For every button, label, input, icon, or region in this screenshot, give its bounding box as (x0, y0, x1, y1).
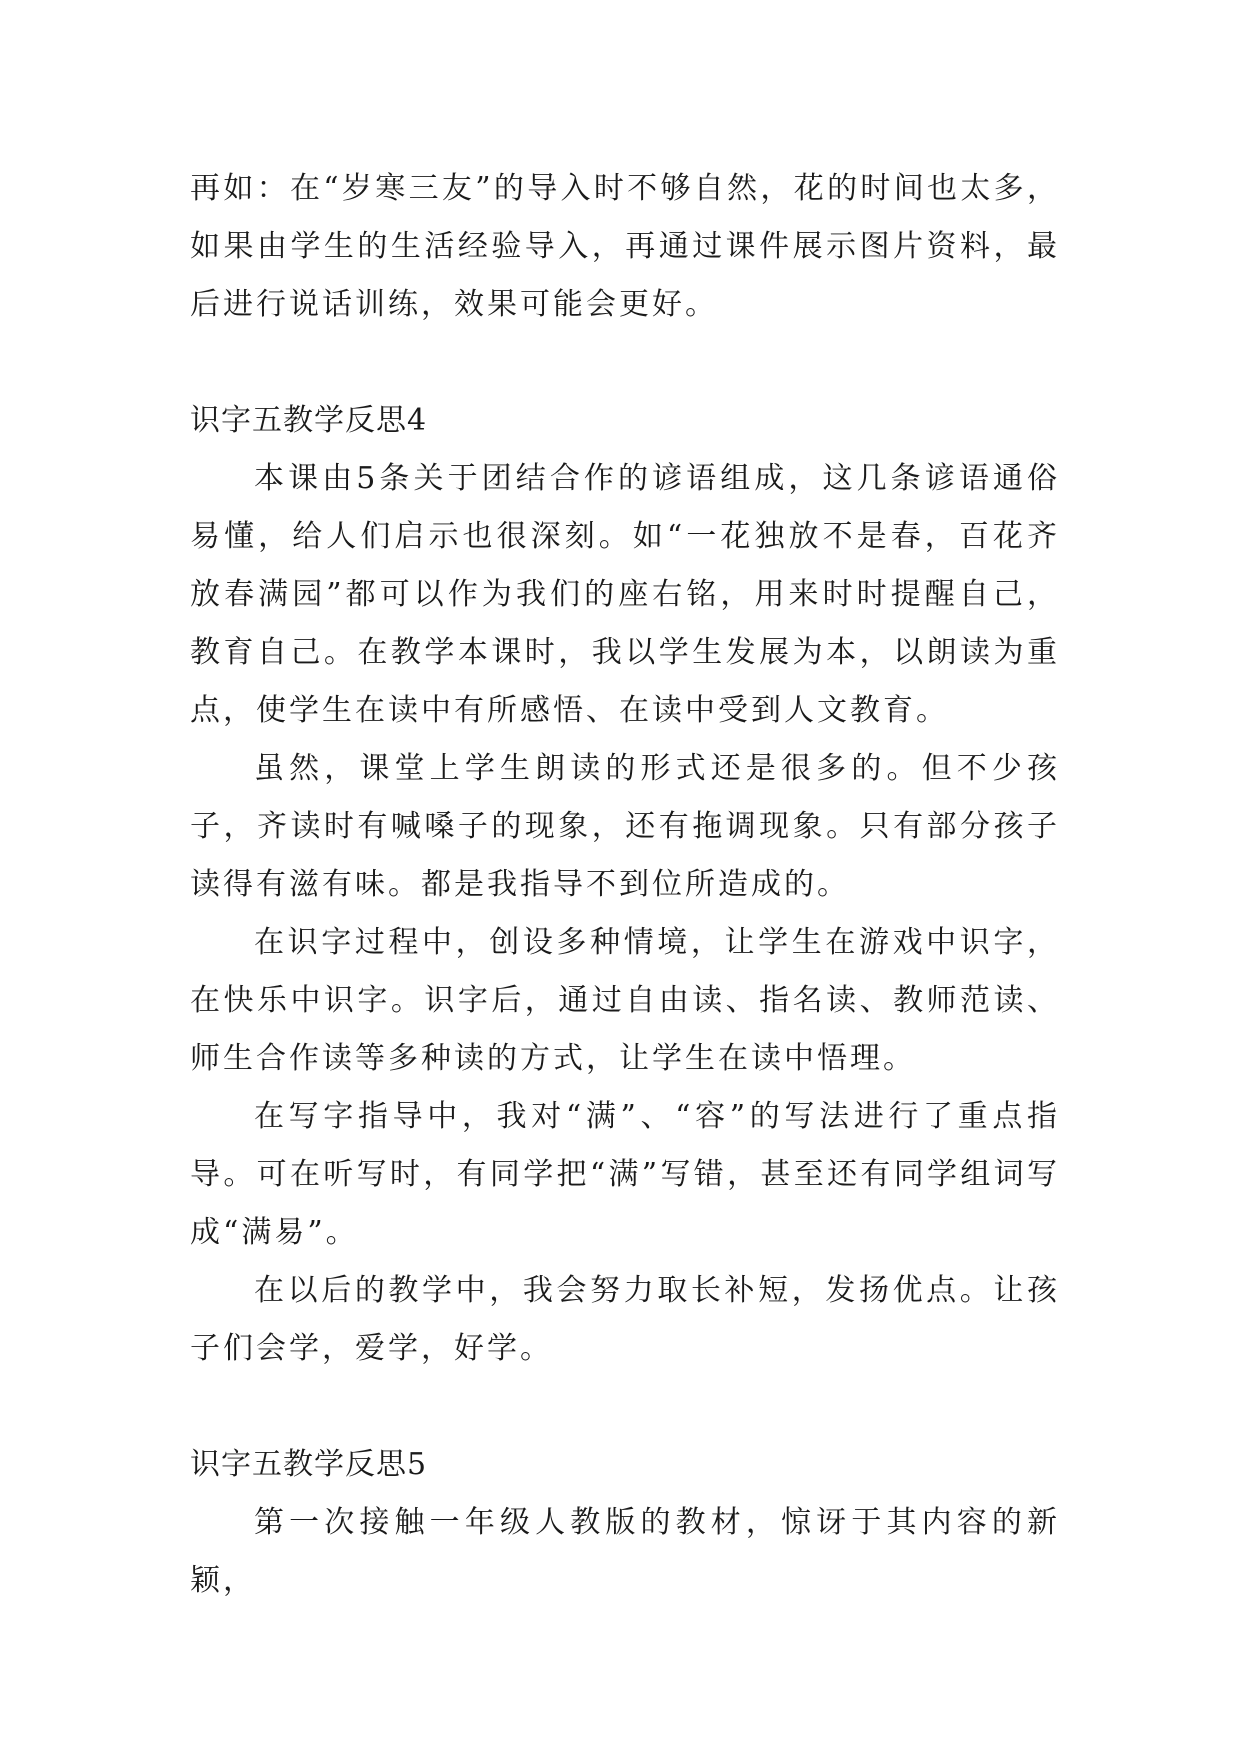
section-heading: 识字五教学反思5 (190, 1447, 428, 1482)
paragraph: 在写字指导中，我对“满”、“容”的写法进行了重点指导。可在听写时，有同学把“满”写错，甚至还有同学组词写成“满易”。 (190, 1099, 1060, 1250)
paragraph: 虽然，课堂上学生朗读的形式还是很多的。但不少孩子，齐读时有喊嗓子的现象，还有拖调现象。只有部分孩子读得有滋有味。都是我指导不到位所造成的。 (190, 751, 1060, 902)
intro-paragraph: 再如：在“岁寒三友”的导入时不够自然，花的时间也太多，如果由学生的生活经验导入，再通过课件展示图片资料，最后进行说话训练，效果可能会更好。 (190, 171, 1060, 322)
section-gap (190, 334, 1060, 392)
paragraph: 本课由5条关于团结合作的谚语组成，这几条谚语通俗易懂，给人们启示也很深刻。如“一花独放不是春，百花齐放春满园”都可以作为我们的座右铭，用来时时提醒自己，教育自己。在教学本课时，我以学生发展为本，以朗读为重点，使学生在读中有所感悟、在读中受到人文教育。 (190, 461, 1060, 728)
section-gap (190, 1378, 1060, 1436)
paragraph: 在以后的教学中，我会努力取长补短，发扬优点。让孩子们会学，爱学，好学。 (190, 1273, 1060, 1366)
paragraph: 在识字过程中，创设多种情境，让学生在游戏中识字，在快乐中识字。识字后，通过自由读、指名读、教师范读、师生合作读等多种读的方式，让学生在读中悟理。 (190, 925, 1060, 1076)
paragraph: 第一次接触一年级人教版的教材，惊讶于其内容的新颖， (190, 1505, 1060, 1598)
document-body (190, 160, 1060, 1610)
section-heading: 识字五教学反思4 (190, 403, 428, 438)
